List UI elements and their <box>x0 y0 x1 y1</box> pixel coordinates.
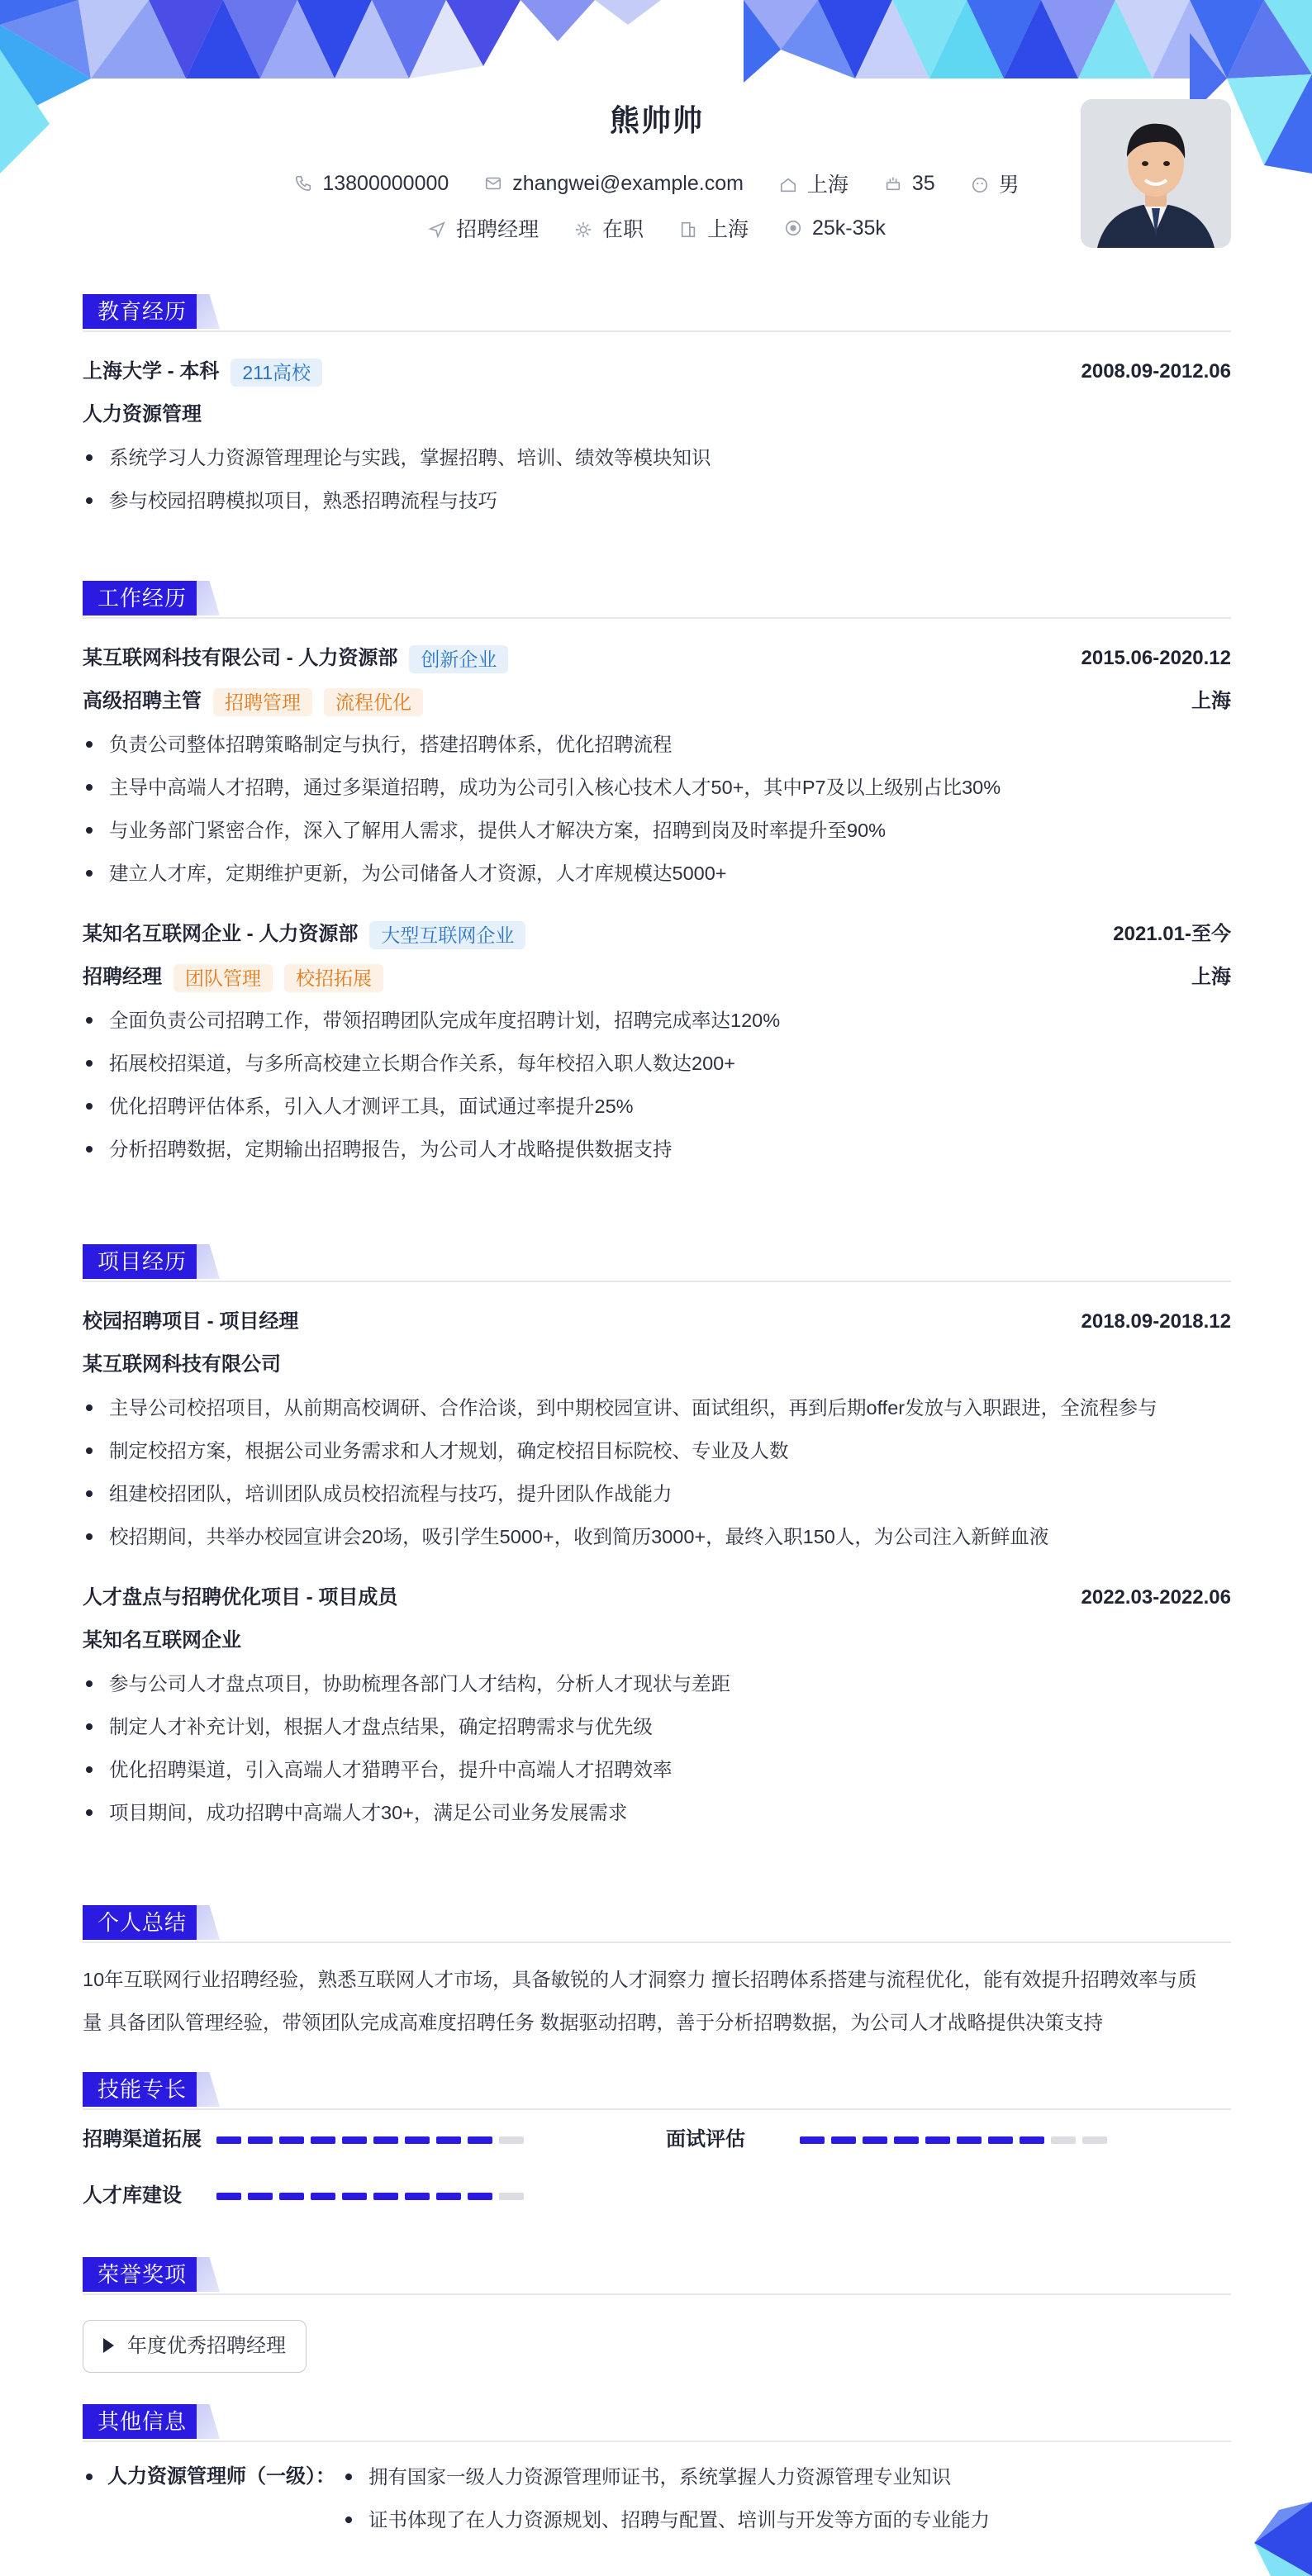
work-bullets <box>83 723 1231 895</box>
other-title: 其他信息 <box>83 2404 202 2439</box>
list-item: 制定校招方案，根据公司业务需求和人才规划，确定校招目标院校、专业及人数 <box>83 1429 1231 1472</box>
list-item: 主导中高端人才招聘，通过多渠道招聘，成功为公司引入核心技术人才50+，其中P7及以上级别占比30% <box>83 766 1231 809</box>
email-text: zhangwei@example.com <box>512 171 744 195</box>
skill-segment-filled <box>311 2136 335 2144</box>
company-tag: 大型互联网企业 <box>369 921 525 949</box>
project-org-line <box>83 1619 1231 1662</box>
role-tag: 校招拓展 <box>284 964 383 992</box>
skill-segment-filled <box>216 2193 241 2200</box>
skill-name: 面试评估 <box>666 2128 745 2151</box>
cake-icon <box>884 174 902 192</box>
company-line <box>83 637 508 680</box>
contact-row <box>83 169 1231 198</box>
skill-segment-filled <box>863 2136 887 2144</box>
project-date: 2018.09-2018.12 <box>1081 1310 1231 1333</box>
major-name: 人力资源管理 <box>83 403 202 425</box>
city-text: 上海 <box>806 173 849 197</box>
section-tail-decoration <box>197 2404 220 2439</box>
company-name: 某互联网科技有限公司 - 人力资源部 <box>83 647 398 669</box>
intent-row <box>83 213 1231 243</box>
skill-segment-filled <box>1020 2136 1044 2144</box>
work-header <box>83 581 1231 619</box>
skill-segment-filled <box>405 2193 430 2200</box>
skill-segment-filled <box>468 2136 492 2144</box>
certificate-details <box>342 2455 990 2541</box>
project-title: 项目经历 <box>83 1244 202 1279</box>
phone-icon <box>294 174 312 192</box>
city-item <box>779 169 849 198</box>
coin-icon <box>784 219 802 237</box>
skill-segment-filled <box>405 2136 430 2144</box>
awards-title: 荣誉奖项 <box>83 2257 202 2292</box>
list-item: 校招期间，共举办校园宣讲会20场，吸引学生5000+，收到简历3000+，最终入职150人，为公司注入新鲜血液 <box>83 1515 1231 1558</box>
email-item <box>484 172 744 196</box>
school-line <box>83 350 322 393</box>
list-item: 主导公司校招项目，从前期高校调研、合作洽谈，到中期校园宣讲、面试组织，再到后期offer发放与入职跟进，全流程参与 <box>83 1386 1231 1429</box>
summary-header <box>83 1905 1231 1943</box>
skill-level-bar <box>216 2193 530 2200</box>
skill-segment-filled <box>342 2193 367 2200</box>
skill-level-bar <box>800 2136 1114 2144</box>
project-date: 2022.03-2022.06 <box>1081 1586 1231 1609</box>
target-job-item <box>428 213 539 243</box>
company-name: 某知名互联网企业 - 人力资源部 <box>83 923 359 945</box>
age-text: 35 <box>911 171 935 195</box>
status-item <box>574 213 644 243</box>
skills-section <box>83 2072 1231 2239</box>
candidate-name: 熊帅帅 <box>609 103 704 137</box>
award-chip[interactable] <box>83 2320 307 2373</box>
skills-header <box>83 2072 1231 2110</box>
skill-name: 人才库建设 <box>83 2184 182 2207</box>
project-entry-header <box>83 1576 1231 1619</box>
school-name: 上海大学 - 本科 <box>83 360 220 383</box>
role-tag: 流程优化 <box>324 688 423 716</box>
role-line <box>83 680 1231 723</box>
skills-list <box>83 2123 1231 2239</box>
section-tail-decoration <box>197 1905 220 1940</box>
list-item: 组建校招团队，培训团队成员校招流程与技巧，提升团队作战能力 <box>83 1472 1231 1515</box>
skill-segment-filled <box>373 2136 398 2144</box>
education-title: 教育经历 <box>83 294 202 329</box>
section-tail-decoration <box>197 581 220 615</box>
list-item: 参与公司人才盘点项目，协助梳理各部门人才结构，分析人才现状与差距 <box>83 1662 1231 1705</box>
skill-segment-filled <box>248 2136 273 2144</box>
skills-title: 技能专长 <box>83 2072 202 2107</box>
role-name: 招聘经理 <box>83 966 162 988</box>
mail-icon <box>484 174 502 192</box>
section-tail-decoration <box>197 294 220 329</box>
list-item: 制定人才补充计划，根据人才盘点结果，确定招聘需求与优先级 <box>83 1705 1231 1748</box>
project-header <box>83 1244 1231 1282</box>
skill-segment-empty <box>499 2193 524 2200</box>
project-entry-header <box>83 1300 1231 1343</box>
other-section <box>83 2404 1231 2546</box>
project-bullets <box>83 1662 1231 1834</box>
list-item: 分析招聘数据，定期输出招聘报告，为公司人才战略提供数据支持 <box>83 1128 1231 1171</box>
skill-segment-filled <box>342 2136 367 2144</box>
summary-text <box>83 1958 1231 2044</box>
skill-segment-filled <box>279 2136 304 2144</box>
role-name: 高级招聘主管 <box>83 690 202 712</box>
certificate-item <box>83 2455 1231 2546</box>
skill-segment-filled <box>436 2136 461 2144</box>
list-item: 证书体现了在人力资源规划、招聘与配置、培训与开发等方面的专业能力 <box>342 2498 990 2541</box>
play-triangle-icon <box>103 2338 114 2353</box>
project-bullets <box>83 1386 1231 1558</box>
role-line <box>83 956 1231 999</box>
work-date: 2021.01-至今 <box>1113 923 1231 945</box>
award-label: 年度优秀招聘经理 <box>127 2335 286 2357</box>
bullet-dot <box>86 2474 93 2480</box>
major-line <box>83 393 1231 436</box>
education-section <box>83 294 1231 522</box>
skill-segment-empty <box>1082 2136 1107 2144</box>
list-item: 全面负责公司招聘工作，带领招聘团队完成年度招聘计划，招聘完成率达120% <box>83 999 1231 1042</box>
certificate-label: 人力资源管理师（一级）： <box>107 2465 335 2488</box>
role-info <box>83 680 423 723</box>
education-header <box>83 294 1231 332</box>
skill-segment-filled <box>831 2136 856 2144</box>
profile-photo <box>1081 99 1231 248</box>
status-text: 在职 <box>602 218 644 241</box>
gender-item <box>971 169 1020 198</box>
building-icon <box>679 221 697 239</box>
work-title: 工作经历 <box>83 581 202 615</box>
skill-name: 招聘渠道拓展 <box>83 2128 202 2151</box>
work-date: 2015.06-2020.12 <box>1081 647 1231 669</box>
other-header <box>83 2404 1231 2442</box>
summary-line: 10年互联网行业招聘经验，熟悉互联网人才市场，具备敏锐的人才洞察力 擅长招聘体系搭建与流程优化，能有效提升招聘效率与质 <box>83 1969 1197 1990</box>
target-job-text: 招聘经理 <box>456 218 540 241</box>
target-city-text: 上海 <box>707 218 749 241</box>
skill-level-bar <box>216 2136 530 2144</box>
age-item <box>884 172 935 196</box>
skill-segment-filled <box>957 2136 982 2144</box>
skill-segment-empty <box>1051 2136 1076 2144</box>
summary-section <box>83 1905 1231 2044</box>
target-city-item <box>679 213 749 243</box>
skill-segment-empty <box>499 2136 524 2144</box>
section-tail-decoration <box>197 1244 220 1279</box>
send-icon <box>428 221 446 239</box>
work-location: 上海 <box>1191 966 1231 988</box>
awards-section <box>83 2257 1231 2373</box>
skill-segment-filled <box>279 2193 304 2200</box>
education-bullets <box>83 436 1231 522</box>
gender-text: 男 <box>998 173 1020 197</box>
project-section <box>83 1244 1231 1834</box>
skill-segment-filled <box>373 2193 398 2200</box>
salary-item <box>784 216 886 240</box>
skill-segment-filled <box>925 2136 950 2144</box>
list-item: 系统学习人力资源管理理论与实践，掌握招聘、培训、绩效等模块知识 <box>83 436 1231 479</box>
work-entry-header <box>83 637 1231 680</box>
summary-line: 量 具备团队管理经验，带领团队完成高难度招聘任务 数据驱动招聘，善于分析招聘数据，为公司人才战略提供决策支持 <box>83 2012 1104 2033</box>
skill-segment-filled <box>248 2193 273 2200</box>
list-item: 项目期间，成功招聘中高端人才30+，满足公司业务发展需求 <box>83 1791 1231 1834</box>
work-bullets <box>83 999 1231 1171</box>
list-item: 拓展校招渠道，与多所高校建立长期合作关系，每年校招入职人数达200+ <box>83 1042 1231 1085</box>
list-item: 优化招聘评估体系，引入人才测评工具，面试通过率提升25% <box>83 1085 1231 1128</box>
education-date: 2008.09-2012.06 <box>1081 360 1231 383</box>
skill-segment-filled <box>436 2193 461 2200</box>
skill-segment-filled <box>311 2193 335 2200</box>
list-item: 与业务部门紧密合作，深入了解用人需求，提供人才解决方案，招聘到岗及时率提升至90% <box>83 809 1231 852</box>
face-icon <box>971 176 989 194</box>
project-org: 某知名互联网企业 <box>83 1629 241 1652</box>
list-item: 负责公司整体招聘策略制定与执行，搭建招聘体系，优化招聘流程 <box>83 723 1231 766</box>
project-org: 某互联网科技有限公司 <box>83 1353 281 1376</box>
skill-segment-filled <box>216 2136 241 2144</box>
work-location: 上海 <box>1191 690 1231 712</box>
work-section <box>83 581 1231 1171</box>
education-entry-header <box>83 350 1231 393</box>
role-info <box>83 956 383 999</box>
awards-header <box>83 2257 1231 2295</box>
home-icon <box>779 176 797 194</box>
corner-decoration <box>1246 2502 1312 2576</box>
school-tag: 211高校 <box>231 359 322 387</box>
skill-segment-filled <box>894 2136 919 2144</box>
list-item: 拥有国家一级人力资源管理师证书，系统掌握人力资源管理专业知识 <box>342 2455 990 2498</box>
phone-item <box>294 172 449 196</box>
gear-icon <box>574 221 592 239</box>
project-name: 人才盘点与招聘优化项目 - 项目成员 <box>83 1586 398 1609</box>
phone-text: 13800000000 <box>322 171 449 195</box>
salary-text: 25k-35k <box>811 216 886 240</box>
role-tag: 团队管理 <box>174 964 273 992</box>
company-line <box>83 913 525 956</box>
skill-segment-filled <box>988 2136 1013 2144</box>
list-item: 建立人才库，定期维护更新，为公司储备人才资源，人才库规模达5000+ <box>83 852 1231 895</box>
project-org-line <box>83 1343 1231 1386</box>
role-tag: 招聘管理 <box>213 688 312 716</box>
project-name: 校园招聘项目 - 项目经理 <box>83 1310 299 1333</box>
list-item: 优化招聘渠道，引入高端人才猎聘平台，提升中高端人才招聘效率 <box>83 1748 1231 1791</box>
skill-segment-filled <box>800 2136 825 2144</box>
list-item: 参与校园招聘模拟项目，熟悉招聘流程与技巧 <box>83 479 1231 522</box>
summary-title: 个人总结 <box>83 1905 202 1940</box>
work-entry-header <box>83 913 1231 956</box>
section-tail-decoration <box>197 2072 220 2107</box>
skill-segment-filled <box>468 2193 492 2200</box>
company-tag: 创新企业 <box>409 645 508 673</box>
section-tail-decoration <box>197 2257 220 2292</box>
